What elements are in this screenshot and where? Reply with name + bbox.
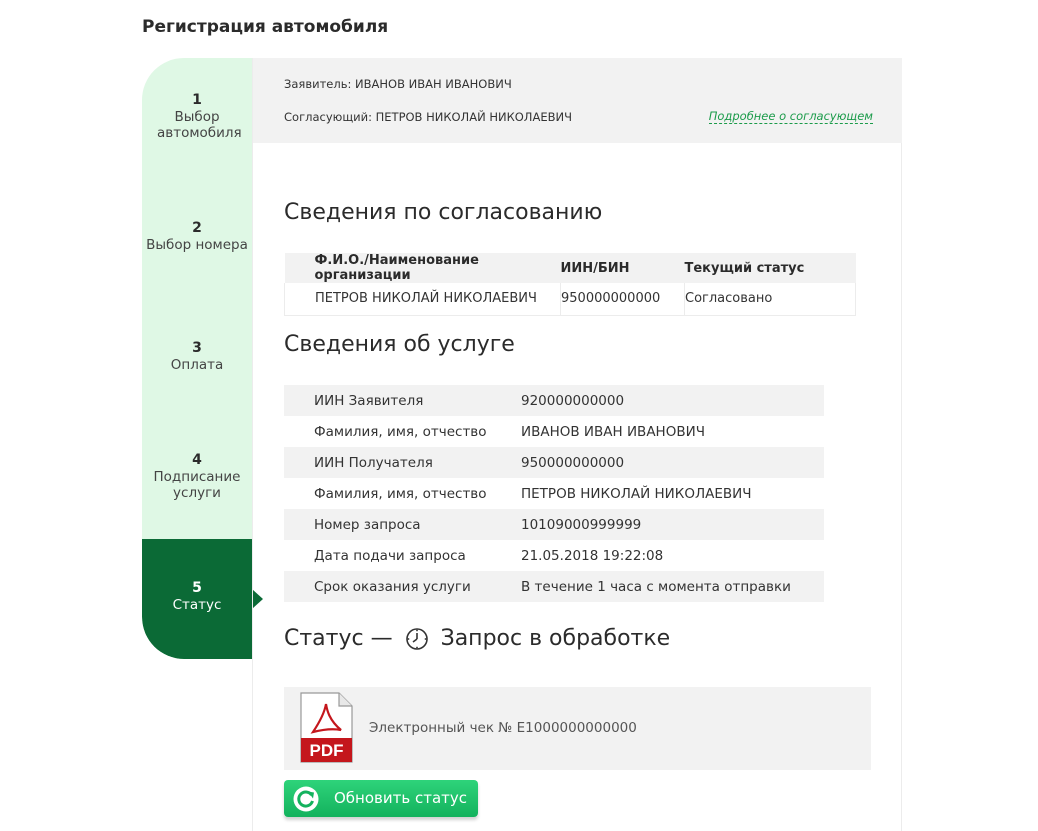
status-prefix: Статус — [284,626,393,651]
table-row [284,509,824,540]
row-value: ИВАНОВ ИВАН ИВАНОВИЧ [521,423,705,440]
main-panel [252,58,902,831]
table-row [284,478,824,509]
steps-sidebar [142,58,252,659]
refresh-status-button[interactable] [284,780,478,817]
column-header: Текущий статус [685,253,856,283]
step-label: Статус [172,597,222,613]
step-number: 5 [192,580,202,596]
table-row [284,385,824,416]
row-key: Фамилия, имя, отчество [314,423,487,440]
row-key: Фамилия, имя, отчество [314,485,487,502]
table-row [285,283,856,315]
step-1-select-car[interactable] [142,92,252,141]
step-label: Выбор автомобиля [157,109,242,141]
step-3-payment[interactable] [142,340,252,373]
row-value: 920000000000 [521,392,625,409]
info-bar [253,58,902,143]
step-5-status[interactable] [142,539,252,659]
clock-icon [405,627,429,651]
approval-section-title: Сведения по согласованию [284,200,603,225]
refresh-icon [293,786,319,812]
approver-details-link[interactable]: Подробнее о согласующем [708,109,873,123]
row-key: Дата подачи запроса [314,547,466,564]
receipt-link[interactable]: Электронный чек № E1000000000000 [369,720,637,736]
step-number: 3 [192,340,202,356]
row-key: Срок оказания услуги [314,578,471,595]
column-header: Ф.И.О./Наименование организации [285,253,561,283]
pdf-label: PDF [309,741,344,760]
steps-background [142,58,252,659]
service-info-table [284,385,824,602]
applicant-line [284,77,512,91]
table-row [284,540,824,571]
column-header: ИИН/БИН [561,253,685,283]
row-key: ИИН Получателя [314,454,433,471]
applicant-value: ИВАНОВ ИВАН ИВАНОВИЧ [355,77,512,91]
approval-table [284,253,856,316]
step-2-select-number[interactable] [142,220,252,253]
applicant-label: Заявитель: [284,77,352,91]
row-value: 21.05.2018 19:22:08 [521,547,664,564]
table-row [284,416,824,447]
status-text: Запрос в обработке [440,626,671,651]
step-number: 2 [192,220,202,236]
table-cell: ПЕТРОВ НИКОЛАЙ НИКОЛАЕВИЧ [285,283,561,315]
table-cell: Согласовано [685,283,856,315]
table-row [284,447,824,478]
refresh-button-label: Обновить статус [334,789,468,807]
pdf-icon[interactable] [299,692,353,763]
receipt-block [284,687,871,770]
approver-value: ПЕТРОВ НИКОЛАЙ НИКОЛАЕВИЧ [375,110,572,124]
row-key: ИИН Заявителя [314,392,424,409]
step-4-signing[interactable] [142,452,252,501]
status-line [284,626,670,651]
step-label: Подписание услуги [153,469,241,501]
row-value: 950000000000 [521,454,625,471]
service-section-title: Сведения об услуге [284,332,515,357]
table-cell: 950000000000 [561,283,685,315]
row-key: Номер запроса [314,516,421,533]
step-label: Оплата [170,357,224,373]
step-number: 1 [192,92,202,108]
approver-line [284,110,572,124]
approver-label: Согласующий: [284,110,372,124]
step-number: 4 [192,452,202,468]
row-value: В течение 1 часа с момента отправки [521,578,791,595]
page-title: Регистрация автомобиля [142,17,389,37]
table-row [284,571,824,602]
row-value: 10109000999999 [521,516,642,533]
step-label: Выбор номера [146,237,248,253]
row-value: ПЕТРОВ НИКОЛАЙ НИКОЛАЕВИЧ [521,485,752,502]
table-header-row [285,253,856,283]
